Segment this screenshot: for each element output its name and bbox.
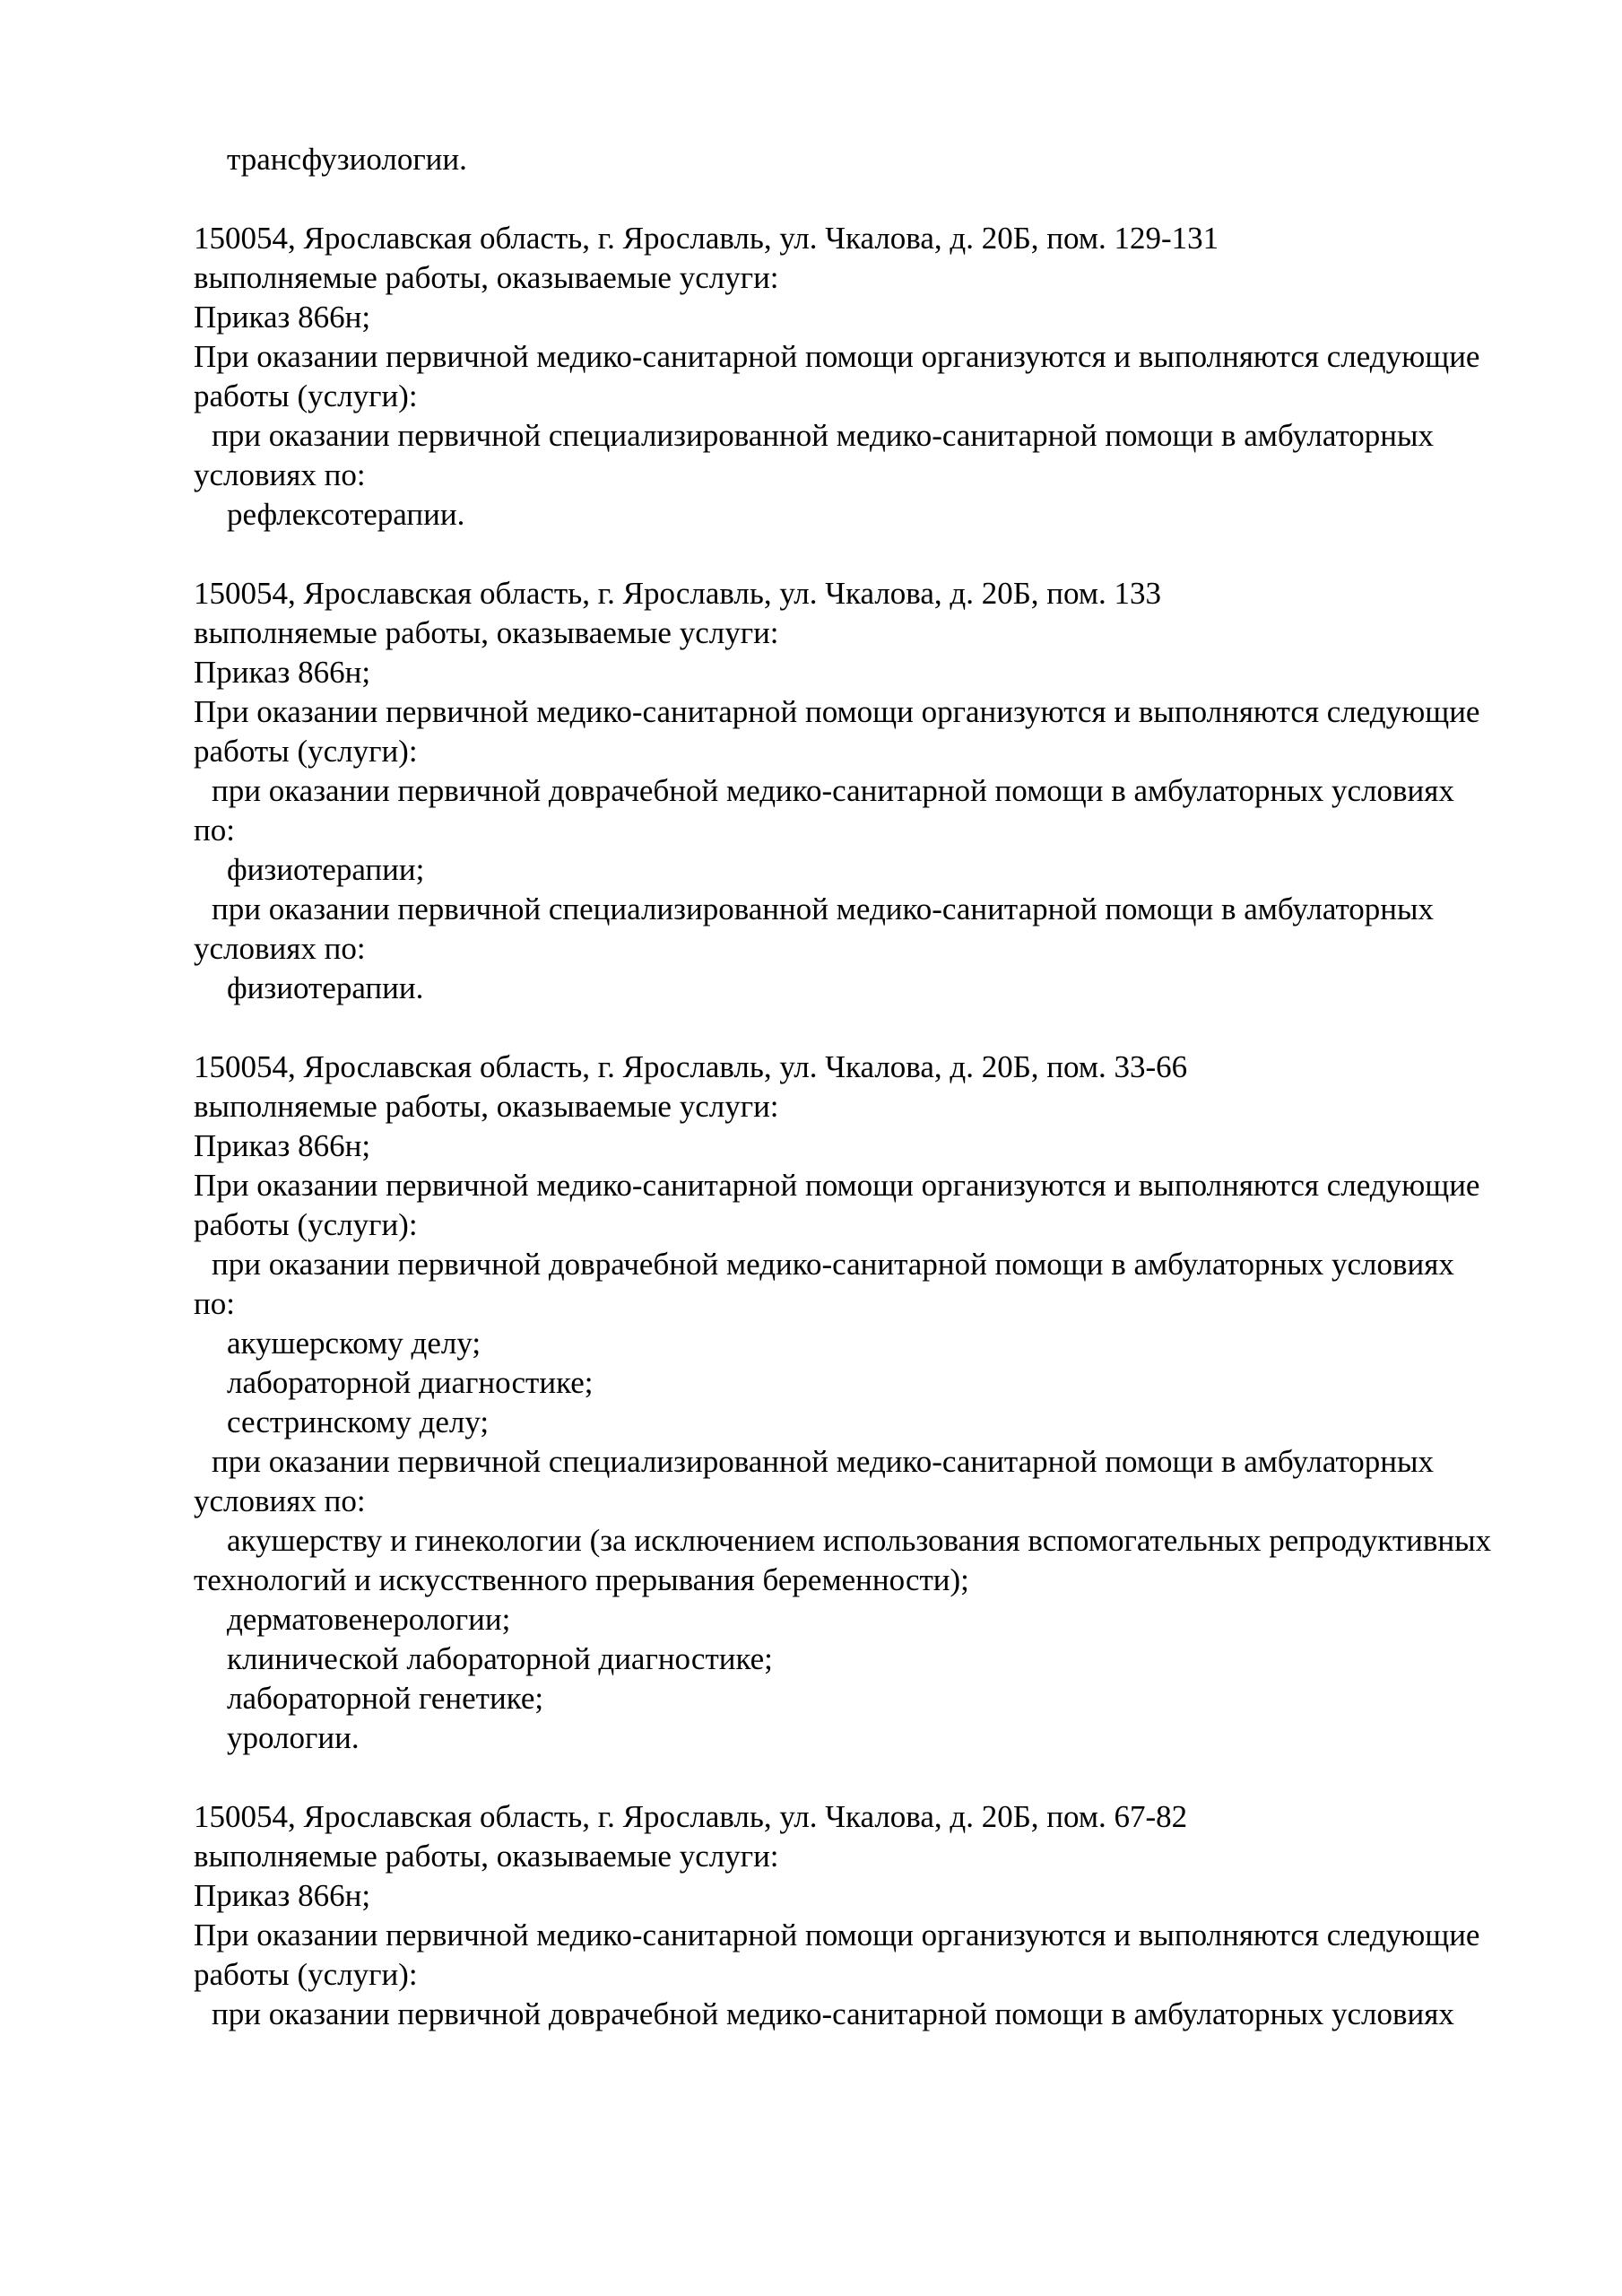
text-line: работы (услуги): <box>194 734 418 769</box>
text-line: Приказ 866н; <box>194 1878 371 1913</box>
text-line: дерматовенерологии; <box>227 1602 511 1637</box>
text-line: физиотерапии; <box>227 852 425 887</box>
text-line: выполняемые работы, оказываемые услуги: <box>194 615 779 650</box>
text-line: При оказании первичной медико-санитарной помощи организуются и выполняются следующие <box>194 694 1480 729</box>
text-line: условиях по: <box>194 1483 366 1518</box>
text-line: при оказании первичной специализированной медико-санитарной помощи в амбулаторных <box>212 418 1435 453</box>
text-line: работы (услуги): <box>194 1957 418 1992</box>
text-line: при оказании первичной доврачебной медико-санитарной помощи в амбулаторных условиях <box>212 773 1454 808</box>
text-line: трансфузиологии. <box>227 142 467 177</box>
text-line: по: <box>194 813 235 848</box>
text-line: при оказании первичной специализированной медико-санитарной помощи в амбулаторных <box>212 1444 1435 1479</box>
license-address-section <box>194 1797 1568 2034</box>
text-line: клинической лабораторной диагностике; <box>227 1641 773 1676</box>
text-line: рефлексотерапии. <box>227 497 465 532</box>
text-line: Приказ 866н; <box>194 300 371 335</box>
text-line: условиях по: <box>194 457 366 492</box>
text-line: выполняемые работы, оказываемые услуги: <box>194 260 779 295</box>
text-line: работы (услуги): <box>194 1207 418 1242</box>
license-address-section <box>194 219 1568 535</box>
text-line: при оказании первичной специализированной медико-санитарной помощи в амбулаторных <box>212 891 1435 926</box>
text-line: Приказ 866н; <box>194 655 371 690</box>
text-line: сестринскому делу; <box>227 1405 490 1439</box>
text-line: физиотерапии. <box>227 970 424 1005</box>
text-line: работы (услуги): <box>194 378 418 413</box>
intro-continuation-block <box>194 140 1568 179</box>
text-line: урологии. <box>227 1720 360 1755</box>
address-line: 150054, Ярославская область, г. Ярославль, ул. Чкалова, д. 20Б, пом. 33-66 <box>194 1049 1188 1084</box>
text-line: выполняемые работы, оказываемые услуги: <box>194 1089 779 1124</box>
text-line: при оказании первичной доврачебной медико-санитарной помощи в амбулаторных условиях <box>212 1996 1454 2031</box>
document-text <box>194 140 1568 2034</box>
text-line: при оказании первичной доврачебной медико-санитарной помощи в амбулаторных условиях <box>212 1247 1454 1282</box>
license-address-section <box>194 574 1568 1008</box>
address-line: 150054, Ярославская область, г. Ярославль, ул. Чкалова, д. 20Б, пом. 67-82 <box>194 1799 1188 1834</box>
text-line: технологий и искусственного прерывания беременности); <box>194 1562 969 1597</box>
text-line: по: <box>194 1286 235 1321</box>
address-line: 150054, Ярославская область, г. Ярославль, ул. Чкалова, д. 20Б, пом. 129-131 <box>194 221 1219 256</box>
text-line: акушерству и гинекологии (за исключением использования вспомогательных репродуктивных <box>227 1523 1492 1558</box>
text-line: При оказании первичной медико-санитарной помощи организуются и выполняются следующие <box>194 339 1480 374</box>
license-address-section <box>194 1048 1568 1758</box>
address-line: 150054, Ярославская область, г. Ярославль, ул. Чкалова, д. 20Б, пом. 133 <box>194 576 1162 611</box>
text-line: лабораторной генетике; <box>227 1681 544 1716</box>
text-line: выполняемые работы, оказываемые услуги: <box>194 1839 779 1874</box>
text-line: При оказании первичной медико-санитарной помощи организуются и выполняются следующие <box>194 1168 1480 1203</box>
text-line: Приказ 866н; <box>194 1128 371 1163</box>
text-line: лабораторной диагностике; <box>227 1365 594 1400</box>
text-line: условиях по: <box>194 931 366 966</box>
text-line: акушерскому делу; <box>227 1326 481 1361</box>
text-line: При оказании первичной медико-санитарной помощи организуются и выполняются следующие <box>194 1918 1480 1952</box>
